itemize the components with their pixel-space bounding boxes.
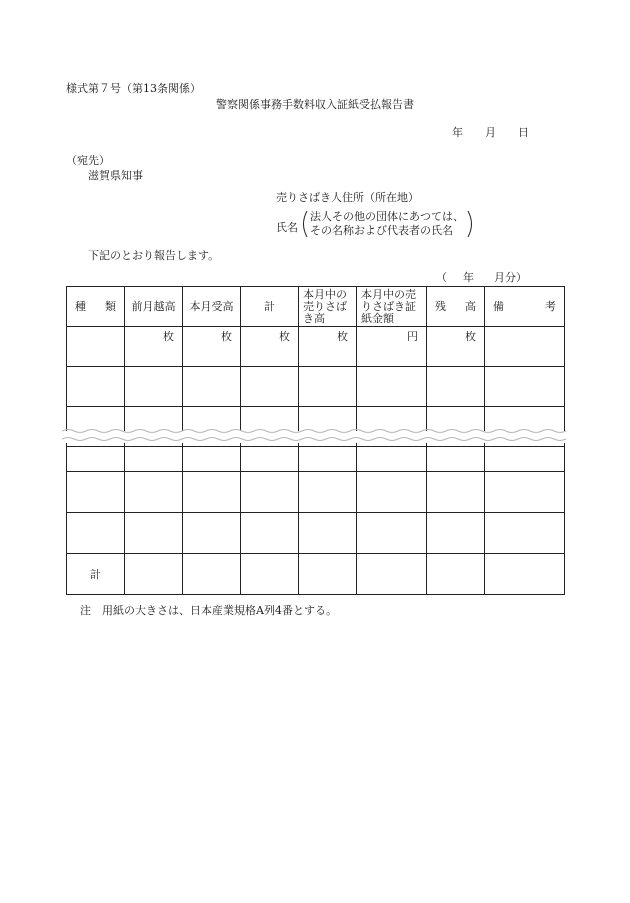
table-cell[interactable]	[125, 471, 183, 512]
table-cell[interactable]	[125, 512, 183, 553]
table-cell[interactable]	[299, 553, 357, 594]
table-row	[67, 445, 565, 471]
table-cell[interactable]	[67, 445, 125, 471]
table-cell[interactable]	[427, 512, 485, 553]
form-number: 様式第７号（第13条関係）	[66, 82, 201, 95]
name-note-line: その名称および代表者の氏名	[310, 224, 453, 237]
table-cell[interactable]	[427, 553, 485, 594]
table-cell[interactable]	[241, 553, 299, 594]
header-row	[67, 287, 565, 327]
intro-text: 下記のとおり報告します。	[88, 249, 220, 262]
header-type-char: 類	[105, 299, 116, 313]
footnote: 注 用紙の大きさは、日本産業規格A列4番とする。	[80, 604, 337, 617]
header-line: 本月中の売	[361, 287, 416, 301]
total-row	[67, 553, 565, 594]
period-line	[436, 269, 527, 285]
table-cell[interactable]	[241, 445, 299, 471]
table-row	[67, 367, 565, 407]
period-open: （	[436, 271, 447, 284]
total-label: 計	[67, 553, 125, 594]
date-line	[452, 124, 529, 140]
header-type-char: 種	[75, 299, 86, 313]
table-cell[interactable]	[183, 367, 241, 407]
name-note	[310, 210, 464, 238]
header-line: 売りさば	[303, 299, 347, 313]
table-cell[interactable]: 枚	[183, 327, 241, 367]
table-cell[interactable]: 枚	[427, 327, 485, 367]
period-year: 年	[463, 271, 474, 284]
table-cell[interactable]	[299, 471, 357, 512]
table-cell[interactable]	[125, 445, 183, 471]
date-year: 年	[452, 126, 463, 139]
left-paren-icon	[299, 210, 309, 238]
table-cell[interactable]	[241, 471, 299, 512]
header-remarks-char: 考	[545, 299, 556, 313]
table-row	[67, 327, 565, 367]
table-cell[interactable]	[357, 445, 427, 471]
table-row	[67, 512, 565, 553]
date-day: 日	[518, 126, 529, 139]
table-cell[interactable]	[427, 471, 485, 512]
report-table-lower	[66, 445, 565, 595]
date-month: 月	[485, 126, 496, 139]
table-cell[interactable]	[241, 367, 299, 407]
addressee-label: （宛先）	[66, 154, 110, 167]
table-cell[interactable]	[183, 553, 241, 594]
report-table-top	[66, 286, 565, 447]
table-cell[interactable]	[427, 445, 485, 471]
name-label: 氏名	[276, 221, 298, 234]
table-cell[interactable]	[67, 327, 125, 367]
header-type	[67, 287, 125, 327]
table-cell[interactable]	[67, 512, 125, 553]
table-cell[interactable]	[299, 445, 357, 471]
table-row	[67, 471, 565, 512]
table-cell[interactable]	[183, 471, 241, 512]
table-cell[interactable]	[485, 512, 565, 553]
table-cell[interactable]	[485, 445, 565, 471]
right-paren-icon	[466, 210, 476, 238]
table-cell[interactable]	[299, 512, 357, 553]
table-cell[interactable]	[485, 367, 565, 407]
table-cell[interactable]	[485, 553, 565, 594]
table-cell[interactable]	[485, 327, 565, 367]
table-cell[interactable]	[357, 553, 427, 594]
header-received: 本月受高	[183, 287, 241, 327]
header-line: 紙金額	[361, 311, 394, 325]
table-cell[interactable]	[427, 367, 485, 407]
document-title: 警察関係事務手数料収入証紙受払報告書	[216, 98, 414, 111]
table-cell[interactable]: 円	[357, 327, 427, 367]
table-cell[interactable]	[125, 553, 183, 594]
header-subtotal: 計	[241, 287, 299, 327]
header-balance-char: 高	[465, 299, 476, 313]
table-cell[interactable]	[125, 367, 183, 407]
header-line: りさばき証	[361, 299, 416, 313]
header-sold-count	[299, 287, 357, 327]
header-line: き高	[303, 311, 325, 325]
header-balance-char: 残	[435, 299, 446, 313]
header-line: 本月中の	[303, 287, 347, 301]
report-table-bottom	[66, 445, 564, 595]
table-cell[interactable]: 枚	[299, 327, 357, 367]
table-cell[interactable]	[183, 512, 241, 553]
period-month: 月分）	[494, 271, 527, 284]
table-cell[interactable]	[357, 471, 427, 512]
header-remarks-char: 備	[493, 299, 504, 313]
name-note-line: 法人その他の団体にあつては、	[310, 210, 464, 223]
header-prev-month: 前月越高	[125, 287, 183, 327]
seller-address-label: 売りさばき人住所（所在地）	[276, 191, 419, 204]
table-cell[interactable]	[67, 471, 125, 512]
table-break-icon	[62, 425, 568, 445]
table-cell[interactable]: 枚	[125, 327, 183, 367]
header-sold-amount	[357, 287, 427, 327]
table-cell[interactable]: 枚	[241, 327, 299, 367]
table-cell[interactable]	[357, 512, 427, 553]
table-cell[interactable]	[299, 367, 357, 407]
table-cell[interactable]	[357, 367, 427, 407]
addressee: 滋賀県知事	[88, 169, 143, 182]
header-remarks	[485, 287, 565, 327]
table-cell[interactable]	[67, 367, 125, 407]
table-cell[interactable]	[183, 445, 241, 471]
header-balance	[427, 287, 485, 327]
table-cell[interactable]	[485, 471, 565, 512]
table-cell[interactable]	[241, 512, 299, 553]
